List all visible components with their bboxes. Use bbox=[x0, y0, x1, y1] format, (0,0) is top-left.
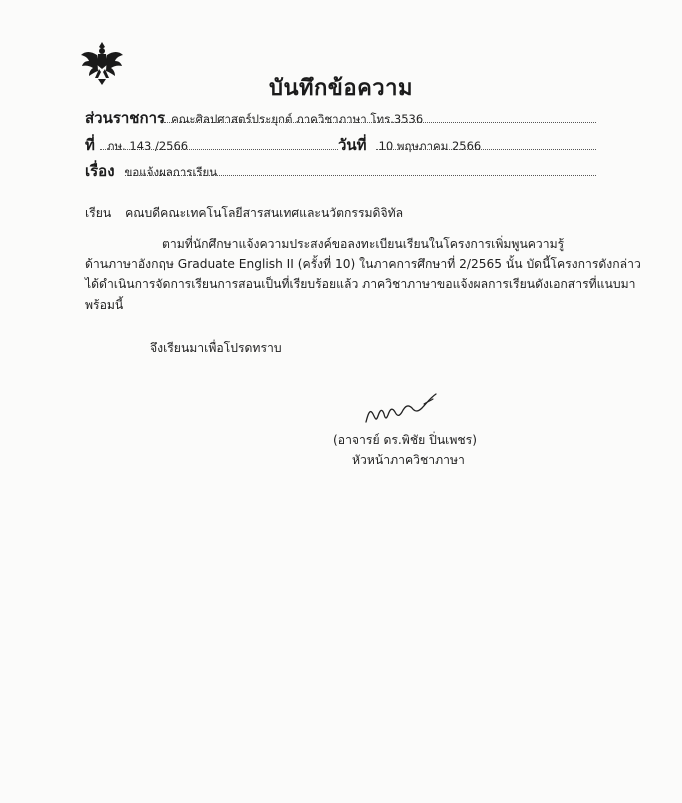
reference-value: ภษ. 143 /2566 bbox=[106, 139, 189, 153]
signatory-name: (อาจารย์ ดร.พิชัย ปิ่นเพชร) bbox=[333, 433, 477, 447]
reference-row bbox=[85, 133, 188, 157]
date-label: วันที่ bbox=[338, 136, 367, 154]
closing-line: จึงเรียนมาเพื่อโปรดทราบ bbox=[150, 341, 282, 355]
signatory-position: หัวหน้าภาควิชาภาษา bbox=[352, 453, 465, 467]
date-dotted-line bbox=[376, 149, 596, 150]
memo-title: บันทึกข้อความ bbox=[268, 76, 413, 101]
department-value: คณะศิลปศาสตร์ประยุกต์ ภาควิชาภาษา โทร.3536 bbox=[171, 112, 424, 126]
body-line-3: ได้ดำเนินการจัดการเรียนการสอนเป็นที่เรียบร้อยแล้ว ภาควิชาภาษาขอแจ้งผลการเรียนดังเอกสารที่แนบมา bbox=[85, 277, 636, 291]
body-line-4: พร้อมนี้ bbox=[85, 298, 124, 312]
body-line-2: ด้านภาษาอังกฤษ Graduate English II (ครั้งที่ 10) ในภาคการศึกษาที่ 2/2565 นั้น บัดนี้โครงการดังกล่าว bbox=[85, 257, 641, 271]
salutation-recipient: คณบดีคณะเทคโนโลยีสารสนเทศและนวัตกรรมดิจิทัล bbox=[125, 206, 404, 220]
handwritten-signature bbox=[362, 392, 462, 432]
salutation-label: เรียน bbox=[85, 206, 112, 220]
subject-label: เรื่อง bbox=[85, 162, 115, 180]
subject-dotted-line bbox=[125, 175, 596, 176]
department-dotted-line bbox=[164, 122, 596, 123]
date-row bbox=[338, 133, 481, 157]
salutation bbox=[85, 203, 403, 224]
department-label: ส่วนราชการ bbox=[85, 109, 166, 127]
subject-row bbox=[85, 159, 217, 183]
subject-value: ขอแจ้งผลการเรียน bbox=[124, 165, 218, 179]
body-line-1: ตามที่นักศึกษาแจ้งความประสงค์ขอลงทะเบียนเรียนในโครงการเพิ่มพูนความรู้ bbox=[162, 237, 565, 251]
reference-label: ที่ bbox=[85, 136, 95, 154]
reference-dotted-line bbox=[100, 149, 338, 150]
date-value: 10 พฤษภาคม 2566 bbox=[378, 139, 482, 153]
department-row bbox=[85, 106, 423, 130]
